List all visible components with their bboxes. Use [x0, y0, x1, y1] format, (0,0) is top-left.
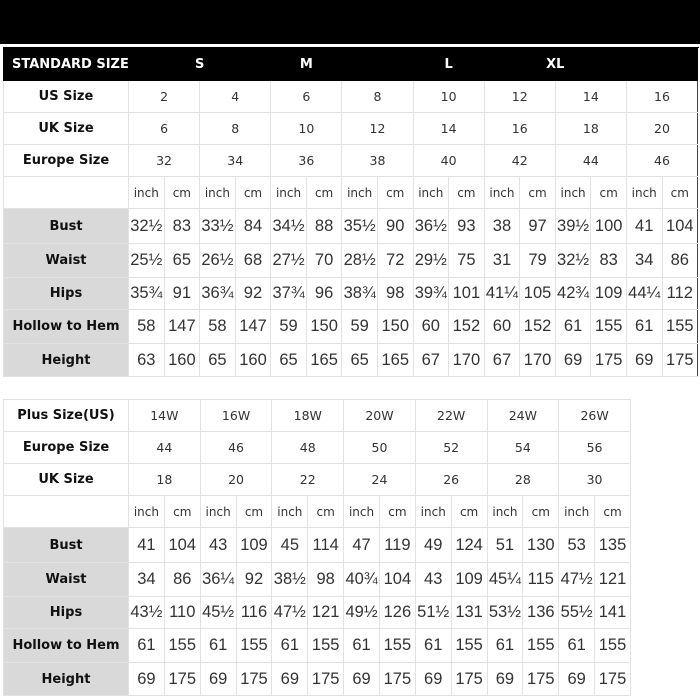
unit-inch: inch: [487, 496, 523, 528]
value-inch: 58: [200, 310, 236, 344]
value-inch: 65: [342, 344, 378, 377]
value-inch: 35½: [342, 209, 378, 244]
value-cm: 121: [308, 597, 344, 629]
value-cm: 155: [164, 629, 200, 663]
value-inch: 61: [415, 629, 451, 663]
size-value: 6: [129, 113, 200, 145]
value-inch: 59: [342, 310, 378, 344]
row-label: US Size: [4, 81, 129, 113]
value-cm: 114: [308, 528, 344, 563]
unit-inch: inch: [200, 496, 236, 528]
unit-cm: cm: [595, 496, 631, 528]
value-inch: 65: [200, 344, 236, 377]
unit-row: [4, 496, 631, 528]
value-cm: 147: [235, 310, 271, 344]
size-value: 50: [344, 432, 416, 464]
value-inch: 38½: [272, 563, 308, 597]
size-value: 6: [271, 81, 342, 113]
value-inch: 43½: [129, 597, 165, 629]
value-inch: 41: [626, 209, 662, 244]
measurement-row: [4, 344, 698, 377]
value-inch: 47½: [272, 597, 308, 629]
standard-header-row: [4, 48, 698, 81]
value-cm: 70: [306, 244, 342, 278]
measurement-label: Bust: [4, 528, 129, 563]
value-cm: 86: [662, 244, 698, 278]
value-cm: 155: [595, 629, 631, 663]
size-value: 8: [200, 113, 271, 145]
size-row: [4, 432, 631, 464]
measurement-label: Hips: [4, 597, 129, 629]
value-inch: 27½: [271, 244, 307, 278]
size-value: 20W: [344, 400, 416, 432]
value-cm: 104: [164, 528, 200, 563]
size-value: 36: [271, 145, 342, 177]
value-inch: 34: [129, 563, 165, 597]
value-inch: 69: [344, 663, 380, 696]
value-inch: 61: [626, 310, 662, 344]
value-cm: 65: [164, 244, 200, 278]
value-cm: 79: [520, 244, 556, 278]
measurement-label: Waist: [4, 563, 129, 597]
measurement-row: [4, 597, 631, 629]
size-value: 30: [559, 464, 631, 496]
value-inch: 31: [484, 244, 520, 278]
value-inch: 61: [487, 629, 523, 663]
group-label: L: [377, 48, 519, 81]
plus-size-chart: [3, 399, 631, 696]
value-cm: 150: [377, 310, 413, 344]
size-value: 52: [415, 432, 487, 464]
size-row: [4, 400, 631, 432]
unit-cm: cm: [164, 496, 200, 528]
value-inch: 53½: [487, 597, 523, 629]
value-inch: 43: [200, 528, 236, 563]
unit-cm: cm: [520, 177, 556, 209]
value-cm: 135: [595, 528, 631, 563]
value-inch: 45: [272, 528, 308, 563]
value-inch: 61: [555, 310, 591, 344]
value-inch: 41¼: [484, 278, 520, 310]
unit-cm: cm: [379, 496, 415, 528]
size-value: 14W: [129, 400, 201, 432]
value-cm: 96: [306, 278, 342, 310]
value-inch: 44¼: [626, 278, 662, 310]
size-value: 26: [415, 464, 487, 496]
unit-cm: cm: [523, 496, 559, 528]
value-inch: 65: [271, 344, 307, 377]
value-inch: 33½: [200, 209, 236, 244]
value-inch: 37¾: [271, 278, 307, 310]
value-inch: 69: [626, 344, 662, 377]
value-inch: 47½: [559, 563, 595, 597]
value-inch: 69: [559, 663, 595, 696]
value-inch: 38¾: [342, 278, 378, 310]
size-value: 14: [555, 81, 626, 113]
value-cm: 175: [308, 663, 344, 696]
size-value: 20: [200, 464, 272, 496]
size-row: [4, 464, 631, 496]
size-value: 10: [271, 113, 342, 145]
value-inch: 25½: [129, 244, 165, 278]
unit-inch: inch: [129, 177, 165, 209]
value-cm: 105: [520, 278, 556, 310]
size-value: 28: [487, 464, 559, 496]
value-inch: 35¾: [129, 278, 165, 310]
group-label: XL: [520, 48, 591, 81]
value-cm: 155: [451, 629, 487, 663]
value-inch: 67: [413, 344, 449, 377]
value-cm: 175: [662, 344, 698, 377]
size-value: 4: [200, 81, 271, 113]
value-cm: 175: [523, 663, 559, 696]
unit-cm: cm: [306, 177, 342, 209]
unit-inch: inch: [626, 177, 662, 209]
value-inch: 29½: [413, 244, 449, 278]
value-inch: 69: [487, 663, 523, 696]
value-cm: 131: [451, 597, 487, 629]
unit-inch: inch: [344, 496, 380, 528]
value-inch: 69: [129, 663, 165, 696]
unit-inch: inch: [484, 177, 520, 209]
value-cm: 75: [449, 244, 485, 278]
value-cm: 175: [591, 344, 627, 377]
value-cm: 175: [164, 663, 200, 696]
value-inch: 34: [626, 244, 662, 278]
size-value: 24: [344, 464, 416, 496]
size-value: 18: [129, 464, 201, 496]
value-cm: 115: [523, 563, 559, 597]
value-inch: 47: [344, 528, 380, 563]
unit-cm: cm: [451, 496, 487, 528]
value-cm: 110: [164, 597, 200, 629]
value-cm: 116: [236, 597, 272, 629]
value-inch: 43: [415, 563, 451, 597]
value-inch: 36¾: [200, 278, 236, 310]
measurement-row: [4, 528, 631, 563]
value-cm: 175: [379, 663, 415, 696]
value-inch: 39½: [555, 209, 591, 244]
size-value: 32: [129, 145, 200, 177]
value-inch: 61: [559, 629, 595, 663]
value-cm: 160: [235, 344, 271, 377]
value-inch: 69: [555, 344, 591, 377]
value-inch: 38: [484, 209, 520, 244]
value-cm: 136: [523, 597, 559, 629]
unit-cm: cm: [591, 177, 627, 209]
measurement-label: Hollow to Hem: [4, 310, 129, 344]
row-label: UK Size: [4, 113, 129, 145]
value-cm: 91: [164, 278, 200, 310]
value-cm: 175: [595, 663, 631, 696]
size-value: 8: [342, 81, 413, 113]
measurement-label: Bust: [4, 209, 129, 244]
value-cm: 109: [451, 563, 487, 597]
size-value: 26W: [559, 400, 631, 432]
value-cm: 152: [520, 310, 556, 344]
group-label: M: [235, 48, 377, 81]
value-inch: 60: [413, 310, 449, 344]
unit-cm: cm: [662, 177, 698, 209]
measurement-row: [4, 209, 698, 244]
size-value: 24W: [487, 400, 559, 432]
value-inch: 51½: [415, 597, 451, 629]
value-inch: 59: [271, 310, 307, 344]
size-value: 18: [555, 113, 626, 145]
unit-row: [4, 177, 698, 209]
size-row: [4, 113, 698, 145]
size-value: 14: [413, 113, 484, 145]
value-inch: 42¾: [555, 278, 591, 310]
value-cm: 83: [591, 244, 627, 278]
size-value: 20: [626, 113, 697, 145]
value-cm: 150: [306, 310, 342, 344]
value-cm: 155: [523, 629, 559, 663]
value-inch: 26½: [200, 244, 236, 278]
value-cm: 155: [591, 310, 627, 344]
value-cm: 101: [449, 278, 485, 310]
value-inch: 36¼: [200, 563, 236, 597]
value-cm: 98: [308, 563, 344, 597]
group-label: S: [164, 48, 235, 81]
size-value: 18W: [272, 400, 344, 432]
value-cm: 104: [662, 209, 698, 244]
value-cm: 175: [451, 663, 487, 696]
value-cm: 121: [595, 563, 631, 597]
size-value: 16: [484, 113, 555, 145]
size-row: [4, 81, 698, 113]
measurement-label: Height: [4, 344, 129, 377]
value-cm: 68: [235, 244, 271, 278]
size-value: 22W: [415, 400, 487, 432]
unit-cm: cm: [235, 177, 271, 209]
value-cm: 86: [164, 563, 200, 597]
measurement-row: [4, 310, 698, 344]
value-cm: 160: [164, 344, 200, 377]
size-value: 12: [342, 113, 413, 145]
value-cm: 175: [236, 663, 272, 696]
value-inch: 61: [272, 629, 308, 663]
value-cm: 126: [379, 597, 415, 629]
value-cm: 170: [520, 344, 556, 377]
value-inch: 67: [484, 344, 520, 377]
value-cm: 104: [379, 563, 415, 597]
unit-inch: inch: [342, 177, 378, 209]
value-inch: 36½: [413, 209, 449, 244]
value-cm: 109: [591, 278, 627, 310]
size-value: 40: [413, 145, 484, 177]
size-value: 22: [272, 464, 344, 496]
value-cm: 97: [520, 209, 556, 244]
measurement-label: Hollow to Hem: [4, 629, 129, 663]
row-label: Europe Size: [4, 432, 129, 464]
size-value: 48: [272, 432, 344, 464]
value-inch: 41: [129, 528, 165, 563]
size-value: 16: [626, 81, 697, 113]
value-cm: 84: [235, 209, 271, 244]
value-cm: 83: [164, 209, 200, 244]
value-cm: 72: [377, 244, 413, 278]
value-inch: 61: [129, 629, 165, 663]
size-value: 38: [342, 145, 413, 177]
value-cm: 170: [449, 344, 485, 377]
row-label: UK Size: [4, 464, 129, 496]
unit-cm: cm: [377, 177, 413, 209]
unit-cm: cm: [449, 177, 485, 209]
size-value: 54: [487, 432, 559, 464]
value-cm: 124: [451, 528, 487, 563]
size-value: 42: [484, 145, 555, 177]
unit-inch: inch: [415, 496, 451, 528]
value-inch: 58: [129, 310, 165, 344]
value-cm: 155: [236, 629, 272, 663]
value-inch: 63: [129, 344, 165, 377]
value-inch: 69: [272, 663, 308, 696]
value-cm: 155: [308, 629, 344, 663]
measurement-label: Hips: [4, 278, 129, 310]
size-value: 10: [413, 81, 484, 113]
value-inch: 61: [200, 629, 236, 663]
value-cm: 88: [306, 209, 342, 244]
measurement-row: [4, 663, 631, 696]
row-label: Europe Size: [4, 145, 129, 177]
value-cm: 165: [377, 344, 413, 377]
measurement-label: Waist: [4, 244, 129, 278]
value-inch: 60: [484, 310, 520, 344]
value-inch: 51: [487, 528, 523, 563]
value-cm: 141: [595, 597, 631, 629]
measurement-row: [4, 629, 631, 663]
value-cm: 155: [662, 310, 698, 344]
size-value: 56: [559, 432, 631, 464]
value-inch: 69: [415, 663, 451, 696]
unit-inch: inch: [555, 177, 591, 209]
value-inch: 28½: [342, 244, 378, 278]
unit-inch: inch: [272, 496, 308, 528]
value-cm: 152: [449, 310, 485, 344]
measurement-row: [4, 278, 698, 310]
value-cm: 90: [377, 209, 413, 244]
unit-inch: inch: [129, 496, 165, 528]
size-value: 46: [200, 432, 272, 464]
value-cm: 155: [379, 629, 415, 663]
size-value: 46: [626, 145, 697, 177]
value-cm: 93: [449, 209, 485, 244]
unit-inch: inch: [200, 177, 236, 209]
row-label: Plus Size(US): [4, 400, 129, 432]
value-inch: 32½: [129, 209, 165, 244]
unit-cm: cm: [164, 177, 200, 209]
value-cm: 92: [236, 563, 272, 597]
measurement-row: [4, 563, 631, 597]
value-cm: 147: [164, 310, 200, 344]
size-value: 12: [484, 81, 555, 113]
value-cm: 130: [523, 528, 559, 563]
unit-cm: cm: [308, 496, 344, 528]
value-cm: 98: [377, 278, 413, 310]
value-cm: 119: [379, 528, 415, 563]
value-inch: 55½: [559, 597, 595, 629]
size-value: 16W: [200, 400, 272, 432]
value-inch: 39¾: [413, 278, 449, 310]
value-inch: 49½: [344, 597, 380, 629]
value-inch: 32½: [555, 244, 591, 278]
size-value: 44: [555, 145, 626, 177]
value-cm: 165: [306, 344, 342, 377]
value-inch: 61: [344, 629, 380, 663]
value-inch: 49: [415, 528, 451, 563]
unit-cm: cm: [236, 496, 272, 528]
measurement-row: [4, 244, 698, 278]
size-value: 2: [129, 81, 200, 113]
size-value: 34: [200, 145, 271, 177]
value-inch: 40¾: [344, 563, 380, 597]
value-cm: 112: [662, 278, 698, 310]
value-cm: 92: [235, 278, 271, 310]
value-inch: 69: [200, 663, 236, 696]
value-cm: 109: [236, 528, 272, 563]
value-inch: 34½: [271, 209, 307, 244]
standard-size-chart: [3, 47, 698, 377]
unit-inch: inch: [271, 177, 307, 209]
size-row: [4, 145, 698, 177]
standard-size-header: STANDARD SIZE: [4, 48, 165, 81]
size-value: 44: [129, 432, 201, 464]
measurement-label: Height: [4, 663, 129, 696]
unit-inch: inch: [413, 177, 449, 209]
value-inch: 45½: [200, 597, 236, 629]
top-black-bar: [0, 0, 700, 44]
unit-inch: inch: [559, 496, 595, 528]
value-cm: 100: [591, 209, 627, 244]
value-inch: 53: [559, 528, 595, 563]
value-inch: 45¼: [487, 563, 523, 597]
